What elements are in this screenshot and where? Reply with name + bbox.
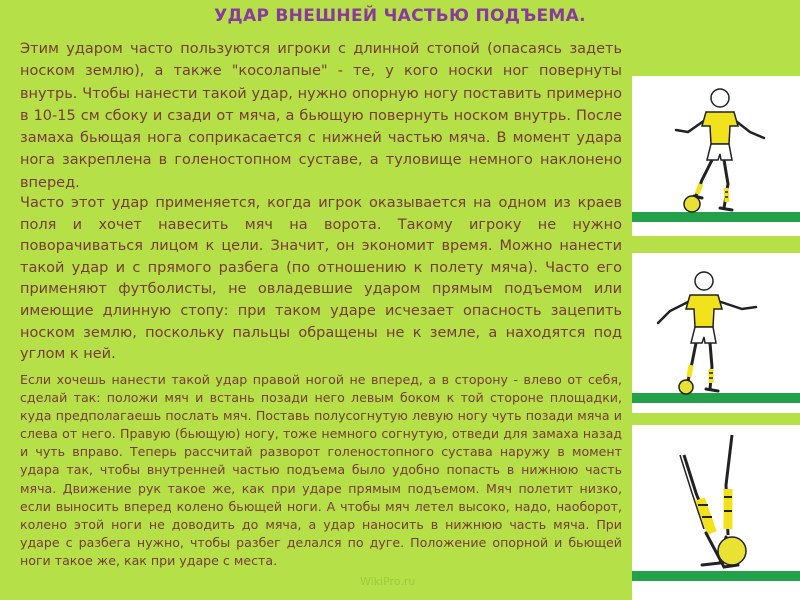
ball — [684, 196, 700, 212]
paragraph-usage: Часто этот удар применяется, когда игрок оказывается на одном из краев поля и хочет навесить мяч на ворота. Такому игроку не нужно поворачиваться лицом к цели. Значит, он экономит время. Можно нанести такой удар и с прямого разбега (по отношению к полету мяча). Часто его применяют футболисты, не овладевшие ударом прямым подъемом или имеющие длинную стопу: при таком ударе исчезает опасность зацепить носком землю, поскольку пальцы обращены не к земле, а находятся под углом к ней. — [20, 195, 622, 363]
ball — [679, 380, 693, 394]
ball — [718, 537, 746, 565]
illustration-kick-stage-3 — [632, 425, 800, 600]
footballer-figure-1 — [632, 76, 800, 236]
page-title: УДАР ВНЕШНЕЙ ЧАСТЬЮ ПОДЪЕМА. — [214, 6, 586, 26]
player-jersey — [686, 295, 722, 327]
player-arm-left — [658, 301, 690, 323]
player-head — [695, 272, 713, 290]
footballer-legs-closeup — [632, 425, 800, 600]
illustration-kick-stage-1 — [632, 76, 800, 236]
player-jersey — [702, 112, 738, 144]
watermark: WikiPro.ru — [360, 575, 416, 588]
paragraph-technique: Этим ударом часто пользуются игроки с длинной стопой (опасаясь задеть носком землю), а также "косолапые" - те, у кого носки ног повернуты внутрь. Чтобы нанести такой удар, нужно опорную ногу поставить примерно в 10-15 см сбоку и сзади от мяча, а бьющую повернуть носком внутрь. После замаха бьющая нога соприкасается с нижней частью мяча. В момент удара нога закреплена в голеностопном суставе, а туловище немного наклонено вперед. — [20, 41, 622, 191]
illustration-kick-stage-2 — [632, 253, 800, 413]
player-shorts — [707, 144, 732, 160]
grass-strip — [632, 571, 800, 581]
grass-strip — [632, 393, 800, 403]
player-arm-right — [718, 301, 756, 309]
player-head — [711, 89, 729, 107]
grass-strip — [632, 212, 800, 222]
player-shorts — [691, 327, 716, 343]
paragraph-instructions: Если хочешь нанести такой удар правой ногой не вперед, а в сторону - влево от себя, сделай так: положи мяч и встань позади него левым боком к той стороне площадки, куда предполагаешь послать мяч. Поставь полусогнутую левую ногу чуть позади мяча и слева от него. Правую (бьющую) ногу, тоже немного согнутую, отведи для замаха назад и чуть вправо. Теперь рассчитай разворот голеностопного сустава наружу в момент удара так, чтобы внутренней частью подъема было удобно попасть в нижнюю часть мяча. Движение рук такое же, как при ударе прямым подъемом. Мяч полетит низко, если выносить вперед колено бьющей ноги. А чтобы мяч летел высоко, надо, наоборот, колено этой ноги не доводить до мяча, а удар наносить в нижнюю часть мяча. При ударе с разбега нужно, чтобы разбег делался по дуге. Положение опорной и бьющей ноги такое же, как при ударе с места. — [20, 372, 622, 568]
footballer-figure-2 — [632, 253, 800, 413]
